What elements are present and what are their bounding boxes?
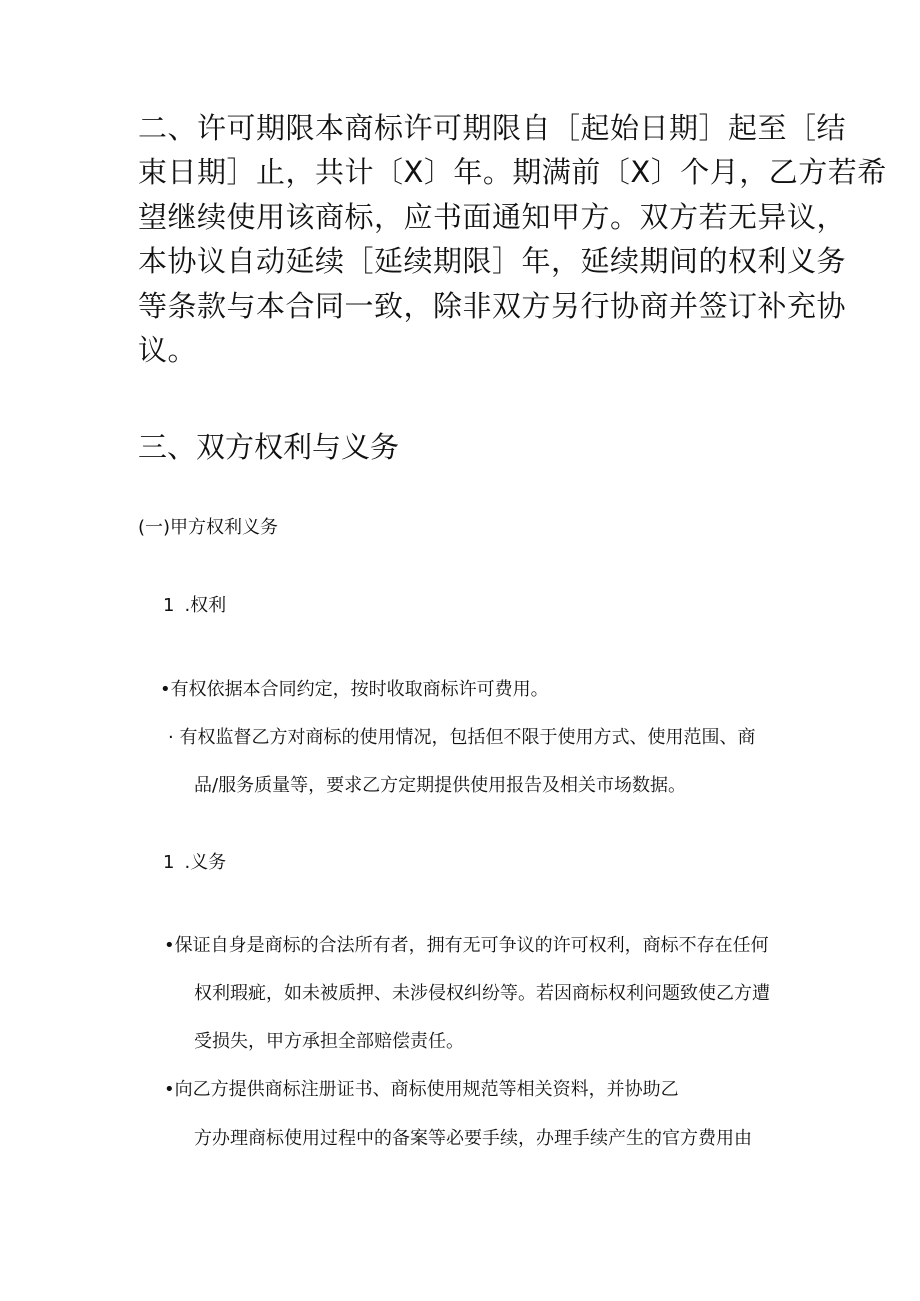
paragraph-line: 等条款与本合同一致，除非双方另行协商并签订补充协 [138, 288, 847, 323]
item-label: .义务 [184, 852, 227, 873]
obligations-bullet-1-line-3: 受损失，甲方承担全部赔偿责任。 [194, 1031, 464, 1052]
item-number: 1 [163, 852, 175, 873]
paragraph-line: 本协议自动延续［延续期限］年，延续期间的权利义务 [138, 244, 847, 279]
section-2-license-term-paragraph [138, 106, 887, 372]
paragraph-line: 议。 [138, 333, 198, 368]
obligations-bullet-2-line-1: •向乙方提供商标注册证书、商标使用规范等相关资料，并协助乙 [164, 1079, 679, 1100]
party-a-heading: (一)甲方权利义务 [138, 517, 279, 538]
paragraph-line: 束日期］止，共计〔X〕年。期满前〔X〕个月，乙方若希 [138, 155, 887, 190]
obligations-bullet-2-line-2: 方办理商标使用过程中的备案等必要手续，办理手续产生的官方费用由 [194, 1128, 752, 1149]
paragraph-line: 望继续使用该商标，应书面通知甲方。双方若无异议， [138, 199, 847, 234]
rights-bullet-2-line-1: · 有权监督乙方对商标的使用情况，包括但不限于使用方式、使用范围、商 [168, 727, 756, 748]
item-number: 1 [163, 595, 175, 616]
obligations-bullet-1-line-2: 权利瑕疵，如未被质押、未涉侵权纠纷等。若因商标权利问题致使乙方遭 [194, 983, 770, 1004]
rights-bullet-1: •有权依据本合同约定，按时收取商标许可费用。 [160, 679, 549, 700]
paragraph-line: 二、许可期限本商标许可期限自［起始日期］起至［结 [138, 111, 847, 145]
section-3-heading: 三、双方权利与义务 [138, 430, 400, 464]
obligations-bullet-1-line-1: •保证自身是商标的合法所有者，拥有无可争议的许可权利，商标不存在任何 [164, 935, 769, 956]
item-label: .权利 [184, 595, 227, 616]
rights-heading [163, 593, 226, 619]
obligations-heading [163, 850, 226, 876]
rights-bullet-2-line-2: 品/服务质量等，要求乙方定期提供使用报告及相关市场数据。 [194, 775, 687, 796]
